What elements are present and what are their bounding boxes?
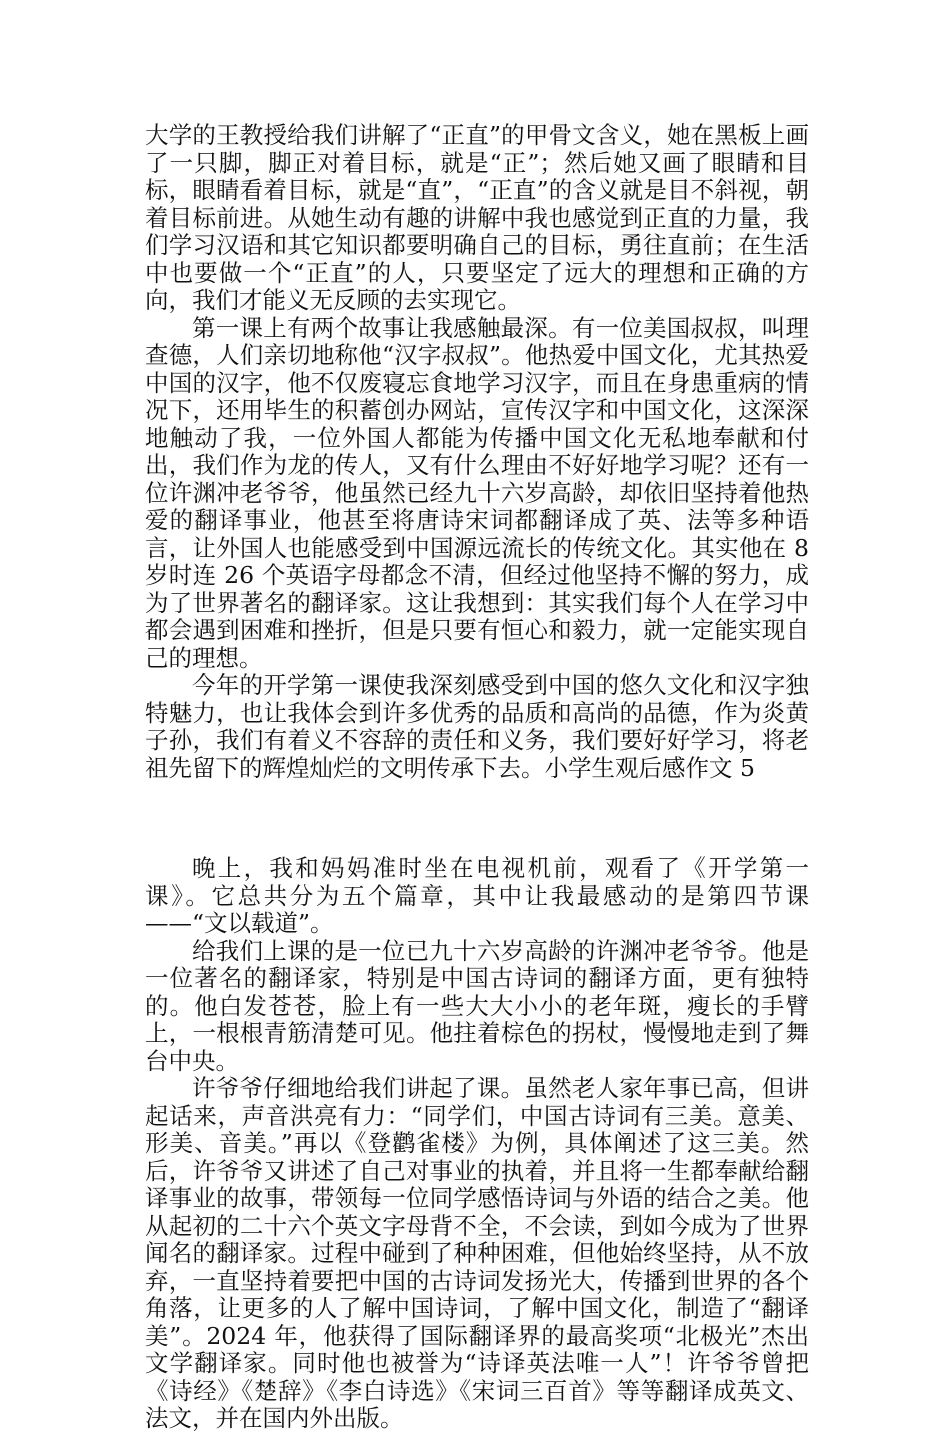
paragraph-wang-professor: 大学的王教授给我们讲解了“正直”的甲骨文含义，她在黑板上画了一只脚，脚正对着目标，就是“正”；然后她又画了眼睛和目标，眼睛看着目标，就是“直”，“正直”的含义就是目不斜视，朝着目标前进。从她生动有趣的讲解中我也感觉到正直的力量，我们学习汉语和其它知识都要明确自己的目标，勇往直前；在生活中也要做一个“正直”的人，只要坚定了远大的理想和正确的方向，我们才能义无反顾的去实现它。 <box>145 121 809 314</box>
document-body <box>145 122 809 1433</box>
paragraph-teacher: 给我们上课的是一位已九十六岁高龄的许渊冲老爷爷。他是一位著名的翻译家，特别是中国古诗词的翻译方面，更有独特的。他白发苍苍，脸上有一些大大小小的老年斑，瘦长的手臂上，一根根青筋清楚可见。他拄着棕色的拐杖，慢慢地走到了舞台中央。 <box>145 936 809 1075</box>
paragraph-conclusion: 今年的开学第一课使我深刻感受到中国的悠久文化和汉字独特魅力，也让我体会到许多优秀的品质和高尚的品德，作为炎黄子孙，我们有着义不容辞的责任和义务，我们要好好学习，将老祖先留下的辉煌灿烂的文明传承下去。小学生观后感作文 5 <box>145 671 809 782</box>
paragraph-lecture: 许爷爷仔细地给我们讲起了课。虽然老人家年事已高，但讲起话来，声音洪亮有力：“同学们，中国古诗词有三美。意美、形美、音美。”再以《登鹳雀楼》为例，具体阐述了这三美。然后，许爷爷又讲述了自己对事业的执着，并且将一生都奉献给翻译事业的故事，带领每一位同学感悟诗词与外语的结合之美。他从起初的二十六个英文字母背不全，不会读，到如今成为了世界闻名的翻译家。过程中碰到了种种困难，但他始终坚持，从不放弃，一直坚持着要把中国的古诗词发扬光大，传播到世界的各个角落，让更多的人了解中国诗词，了解中国文化，制造了“翻译美”。2024 年，他获得了国际翻译界的最高奖项“北极光”杰出文学翻译家。同时他也被誉为“诗译英法唯一人”！许爷爷曾把《诗经》《楚辞》《李白诗选》《宋词三百首》等等翻译成英文、法文，并在国内外出版。 <box>145 1074 809 1432</box>
paragraph-two-stories: 第一课上有两个故事让我感触最深。有一位美国叔叔，叫理查德，人们亲切地称他“汉字叔叔”。他热爱中国文化，尤其热爱中国的汉字，他不仅废寝忘食地学习汉字，而且在身患重病的情况下，还用毕生的积蓄创办网站，宣传汉字和中国文化，这深深地触动了我，一位外国人都能为传播中国文化无私地奉献和付出，我们作为龙的传人，又有什么理由不好好地学习呢？还有一位许渊冲老爷爷，他虽然已经九十六岁高龄，却依旧坚持着他热爱的翻译事业，他甚至将唐诗宋词都翻译成了英、法等多种语言，让外国人也能感受到中国源远流长的传统文化。其实他在 8 岁时连 26 个英语字母都念不清，但经过他坚持不懈的努力，成为了世界著名的翻译家。这让我想到：其实我们每个人在学习中都会遇到困难和挫折，但是只要有恒心和毅力，就一定能实现自己的理想。 <box>145 313 809 672</box>
section-gap <box>145 782 809 855</box>
paragraph-evening: 晚上，我和妈妈准时坐在电视机前，观看了《开学第一课》。它总共分为五个篇章，其中让我最感动的是第四节课——“文以载道”。 <box>145 854 809 937</box>
